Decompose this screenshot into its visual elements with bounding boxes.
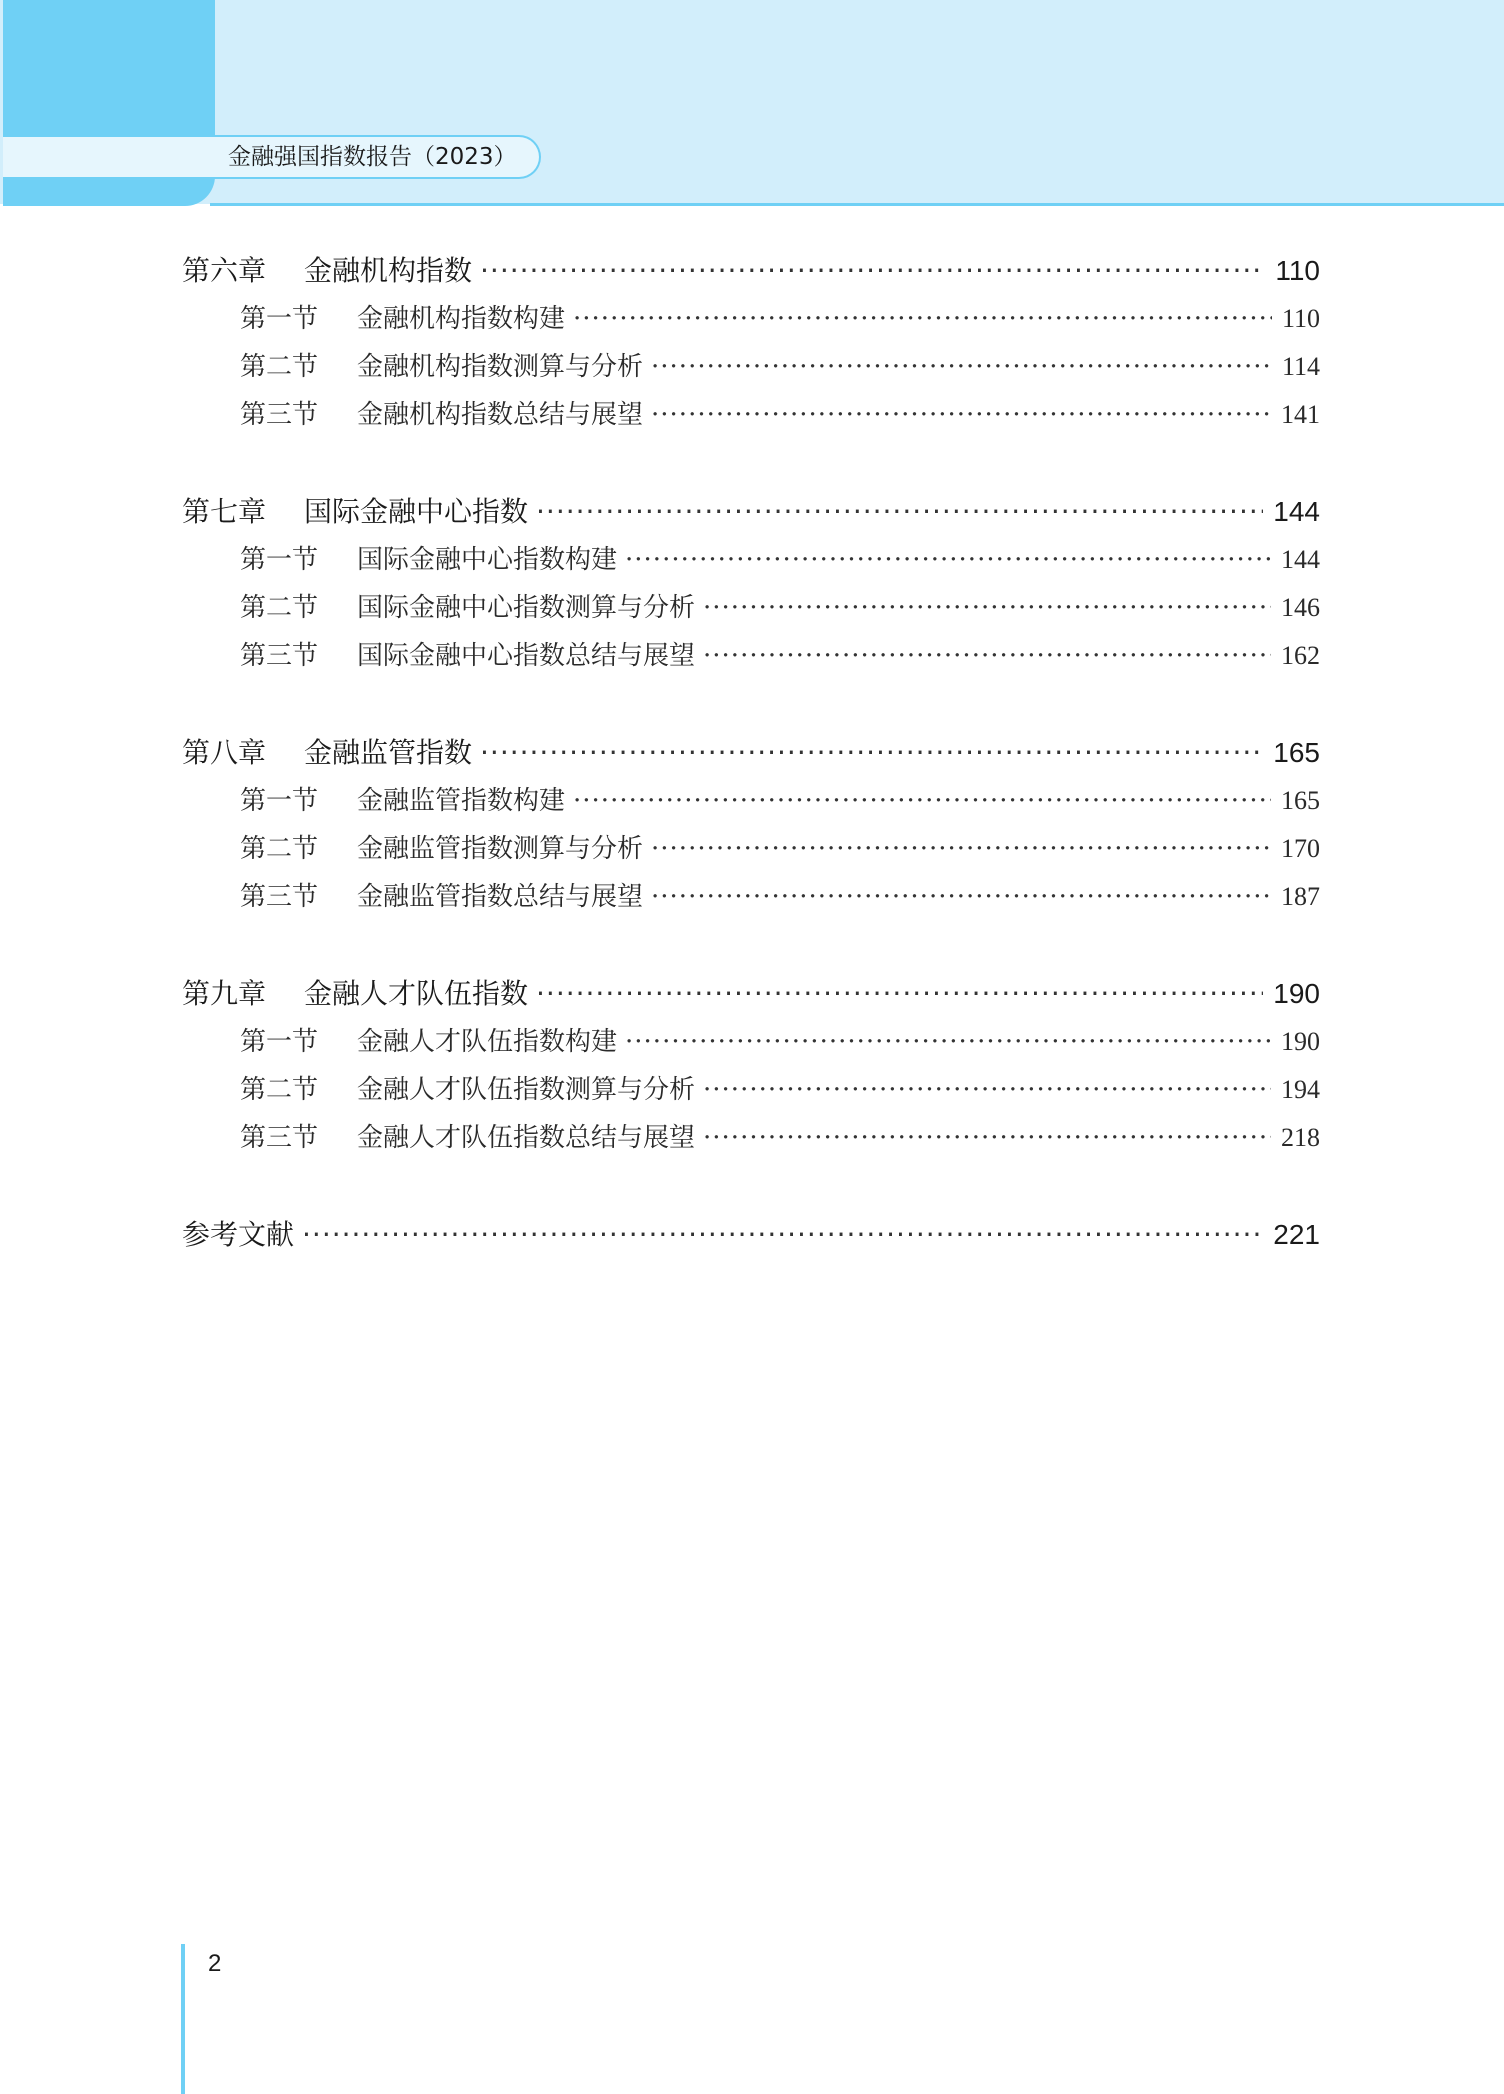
section-title: 国际金融中心指数构建 xyxy=(357,545,618,575)
toc-section-9-3[interactable] xyxy=(240,1117,1320,1154)
toc-section-6-1[interactable] xyxy=(240,298,1320,335)
chapter-page: 110 xyxy=(1275,255,1320,286)
page-number: 2 xyxy=(208,1950,222,1977)
dot-leader xyxy=(573,304,1272,334)
toc-section-8-3[interactable] xyxy=(240,876,1320,913)
toc-section-7-3[interactable] xyxy=(240,635,1320,672)
book-title: 金融强国指数报告（2023） xyxy=(228,144,517,170)
dot-leader xyxy=(703,593,1271,623)
section-title: 金融监管指数构建 xyxy=(357,786,566,816)
section-page: 218 xyxy=(1281,1123,1320,1152)
header-divider xyxy=(210,203,1504,206)
references-page: 221 xyxy=(1273,1219,1320,1250)
toc-section-7-1[interactable] xyxy=(240,539,1320,576)
section-page: 146 xyxy=(1281,593,1320,622)
dot-leader xyxy=(703,641,1271,671)
chapter-number: 第九章 xyxy=(182,977,267,1010)
chapter-page: 165 xyxy=(1273,737,1320,768)
chapter-page: 144 xyxy=(1273,496,1320,527)
dot-leader xyxy=(480,254,1265,287)
toc-chapter-8[interactable] xyxy=(182,731,1320,771)
toc-section-8-2[interactable] xyxy=(240,828,1320,865)
section-page: 162 xyxy=(1281,641,1320,670)
dot-leader xyxy=(651,352,1272,382)
section-title: 金融机构指数总结与展望 xyxy=(357,400,644,430)
section-page: 187 xyxy=(1281,882,1320,911)
toc-section-8-1[interactable] xyxy=(240,780,1320,817)
section-number: 第二节 xyxy=(240,1075,319,1105)
toc-section-9-1[interactable] xyxy=(240,1021,1320,1058)
toc-chapter-6[interactable] xyxy=(182,249,1320,289)
toc-references[interactable] xyxy=(182,1213,1320,1253)
chapter-title: 国际金融中心指数 xyxy=(304,495,529,528)
section-number: 第一节 xyxy=(240,786,319,816)
toc-section-6-3[interactable] xyxy=(240,394,1320,431)
dot-leader xyxy=(651,400,1271,430)
dot-leader xyxy=(302,1218,1263,1251)
section-number: 第三节 xyxy=(240,400,319,430)
chapter-number: 第七章 xyxy=(182,495,267,528)
references-title: 参考文献 xyxy=(182,1218,295,1251)
dot-leader xyxy=(651,834,1271,864)
toc-chapter-9[interactable] xyxy=(182,972,1320,1012)
dot-leader xyxy=(625,1027,1271,1057)
section-title: 金融人才队伍指数总结与展望 xyxy=(357,1123,696,1153)
chapter-title: 金融机构指数 xyxy=(304,254,473,287)
section-page: 165 xyxy=(1281,786,1320,815)
section-number: 第三节 xyxy=(240,882,319,912)
dot-leader xyxy=(625,545,1271,575)
dot-leader xyxy=(573,786,1271,816)
section-page: 144 xyxy=(1281,545,1320,574)
section-number: 第二节 xyxy=(240,834,319,864)
section-title: 金融监管指数总结与展望 xyxy=(357,882,644,912)
section-title: 金融人才队伍指数测算与分析 xyxy=(357,1075,696,1105)
section-page: 190 xyxy=(1281,1027,1320,1056)
section-title: 金融监管指数测算与分析 xyxy=(357,834,644,864)
toc-section-9-2[interactable] xyxy=(240,1069,1320,1106)
section-title: 国际金融中心指数总结与展望 xyxy=(357,641,696,671)
toc-section-6-2[interactable] xyxy=(240,346,1320,383)
section-number: 第一节 xyxy=(240,1027,319,1057)
section-page: 170 xyxy=(1281,834,1320,863)
dot-leader xyxy=(536,977,1263,1010)
section-number: 第二节 xyxy=(240,352,319,382)
section-number: 第二节 xyxy=(240,593,319,623)
footer-accent-bar xyxy=(181,1944,185,2094)
chapter-title: 金融监管指数 xyxy=(304,736,473,769)
dot-leader xyxy=(480,736,1263,769)
section-title: 金融机构指数构建 xyxy=(357,304,566,334)
dot-leader xyxy=(651,882,1271,912)
section-number: 第一节 xyxy=(240,545,319,575)
section-page: 110 xyxy=(1281,304,1320,333)
chapter-page: 190 xyxy=(1273,978,1320,1009)
section-page: 141 xyxy=(1281,400,1320,429)
dot-leader xyxy=(536,495,1263,528)
chapter-title: 金融人才队伍指数 xyxy=(304,977,529,1010)
section-title: 国际金融中心指数测算与分析 xyxy=(357,593,696,623)
chapter-number: 第八章 xyxy=(182,736,267,769)
section-page: 194 xyxy=(1281,1075,1320,1104)
section-title: 金融人才队伍指数构建 xyxy=(357,1027,618,1057)
toc-chapter-7[interactable] xyxy=(182,490,1320,530)
section-number: 第三节 xyxy=(240,641,319,671)
section-number: 第一节 xyxy=(240,304,319,334)
section-number: 第三节 xyxy=(240,1123,319,1153)
section-page: 114 xyxy=(1281,352,1320,381)
chapter-number: 第六章 xyxy=(182,254,267,287)
dot-leader xyxy=(703,1075,1271,1105)
toc-section-7-2[interactable] xyxy=(240,587,1320,624)
dot-leader xyxy=(703,1123,1271,1153)
section-title: 金融机构指数测算与分析 xyxy=(357,352,644,382)
